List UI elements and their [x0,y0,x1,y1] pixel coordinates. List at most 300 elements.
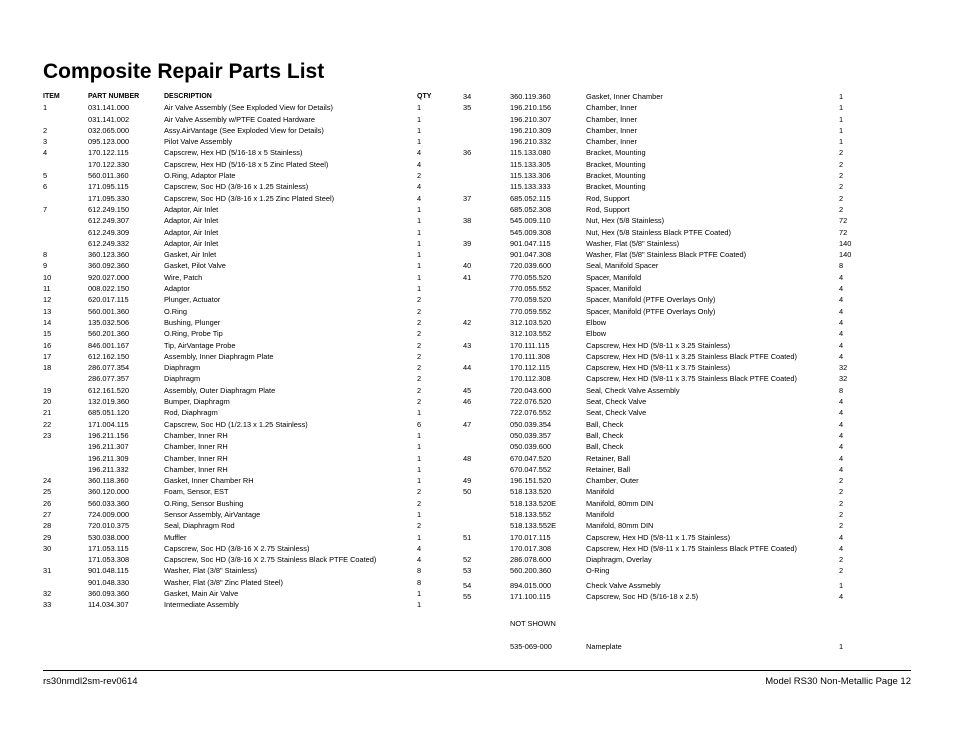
description-cell: Capscrew, Soc HD (3/8-16 x 1.25 Stainless) [164,182,309,192]
table-row [43,373,459,384]
table-row [463,385,855,396]
table-row [43,599,459,610]
table-row [463,238,855,249]
part-number-cell: 031.141.002 [88,114,130,124]
part-number-cell: 196.211.156 [88,430,129,440]
description-cell: Diaphragm [164,374,201,384]
table-row [463,125,855,136]
table-row [43,498,459,509]
table-row [43,509,459,520]
qty-cell: 140 [839,250,852,260]
part-number-cell: 560.011.360 [88,171,129,181]
description-cell: Washer, Flat (5/8" Stainless Black PTFE Coated) [586,250,747,260]
part-number-cell: 612.249.309 [88,227,130,237]
table-row [463,430,855,441]
item-cell: 25 [43,487,52,497]
table-row [43,159,459,170]
item-cell [463,464,510,475]
table-row [43,543,459,554]
qty-cell: 1 [839,125,844,135]
part-number-cell: 722.076.520 [510,397,552,407]
part-number-cell: 171.004.115 [88,419,129,429]
part-number-cell: 360.119.360 [510,92,551,101]
part-number-cell: 196.211.307 [88,442,129,452]
description-cell: Bumper, Diaphragm [164,397,230,407]
part-number-cell: 518.133.552 [510,509,552,519]
qty-cell: 1 [417,137,422,147]
item-cell: 30 [43,543,52,553]
description-cell: Capscrew, Hex HD (5/8-11 x 3.25 Stainless Black PTFE Coated) [586,351,797,361]
qty-cell: 1 [417,464,422,474]
item-cell [463,170,510,181]
item-cell: 10 [43,272,52,282]
table-row [43,362,459,373]
qty-cell: 4 [839,351,844,361]
item-cell: 20 [43,397,52,407]
qty-cell: 4 [417,182,422,192]
qty-cell: 4 [839,419,844,429]
part-number-cell: 115.133.333 [510,182,551,192]
description-cell: Adaptor, Air Inlet [164,216,219,226]
qty-cell: 4 [839,329,844,339]
part-number-cell: 670.047.552 [510,464,552,474]
part-number-cell: 196.210.332 [510,137,552,147]
table-row [43,588,459,599]
part-number-cell: 360.118.360 [88,476,129,486]
table-row [463,591,855,602]
qty-cell: 2 [839,476,844,486]
part-number-cell: 170.111.115 [510,340,550,350]
item-cell: 34 [463,92,472,101]
qty-cell: 1 [417,204,422,214]
table-row [43,475,459,486]
part-number-cell: 286.077.357 [88,374,130,384]
qty-cell: 1 [417,227,422,237]
part-number-cell: 360.120.000 [88,487,130,497]
table-row [463,260,855,271]
table-row [43,170,459,181]
item-cell: 50 [463,487,472,497]
table-row [43,193,459,204]
item-cell [43,453,88,464]
qty-cell: 1 [417,114,422,124]
part-number-cell: 770.055.552 [510,284,552,294]
qty-cell: 4 [417,193,422,203]
item-cell: 24 [43,476,52,486]
description-cell: Air Valve Assembly (See Exploded View for Details) [164,103,333,113]
table-row [463,272,855,283]
part-number-cell: 770.059.552 [510,306,552,316]
qty-cell: 4 [839,340,844,350]
part-number-cell: 612.249.150 [88,204,130,214]
qty-cell: 1 [417,589,422,599]
item-header: ITEM [43,93,60,100]
item-cell: 5 [43,171,48,181]
qty-cell: 1 [417,261,422,271]
description-cell: Capscrew, Hex HD (5/16-18 x 5 Zinc Plated Steel) [164,159,329,169]
item-cell: 37 [463,193,472,203]
description-cell: Capscrew, Hex HD (5/8-11 x 3.25 Stainless) [586,340,731,350]
qty-cell: 1 [417,600,422,610]
item-cell [463,407,510,418]
item-cell: 55 [463,592,472,602]
item-cell [43,238,88,249]
description-cell: O.Ring, Adaptor Plate [164,171,236,181]
table-row [43,204,459,215]
part-number-cell: 518.133.552E [510,521,557,531]
qty-cell: 2 [417,351,422,361]
description-cell: Gasket, Inner Chamber [586,92,663,101]
description-cell: Retainer, Ball [586,453,630,463]
description-cell: Gasket, Pilot Valve [164,261,226,271]
part-number-cell: 518.133.520 [510,487,552,497]
item-cell [463,351,510,362]
item-cell [463,520,510,531]
qty-cell: 1 [417,408,422,418]
table-row [43,565,459,576]
part-number-cell: 170.111.308 [510,351,551,361]
description-cell: Capscrew, Hex HD (5/16-18 x 5 Stainless) [164,148,303,158]
part-number-cell: 050.039.357 [510,430,552,440]
table-row [463,554,855,565]
description-header: DESCRIPTION [164,93,212,100]
item-cell [43,554,88,565]
qty-cell: 1 [417,453,422,463]
part-number-cell: 901.048.330 [88,577,130,587]
qty-cell: 8 [839,385,844,395]
description-cell: Assembly, Outer Diaphragm Plate [164,385,276,395]
table-row [463,486,855,497]
qty-cell: 4 [839,532,844,542]
item-cell: 33 [43,600,52,610]
qty-cell: 1 [839,114,844,124]
part-number-cell: 360.093.360 [88,589,130,599]
description-cell: Adaptor, Air Inlet [164,204,219,214]
description-cell: Washer, Flat (3/8" Zinc Plated Steel) [164,577,284,587]
qty-cell: 1 [417,476,422,486]
description-cell: Spacer, Manifold [586,284,642,294]
item-cell: 13 [43,306,52,316]
part-number-cell: 171.095.330 [88,193,130,203]
part-number-cell: 171.095.115 [88,182,129,192]
qty-cell: 4 [417,555,422,565]
table-row [43,238,459,249]
description-cell: Diaphragm [164,363,201,373]
table-row [463,565,855,576]
qty-cell: 4 [839,284,844,294]
right-table-body [463,91,855,602]
table-row [463,136,855,147]
description-cell: Gasket, Inner Chamber RH [164,476,254,486]
table-row [43,430,459,441]
item-cell: 43 [463,340,472,350]
table-row [463,283,855,294]
qty-cell: 72 [839,227,848,237]
description-cell: Rod, Support [586,193,630,203]
item-cell: 17 [43,351,52,361]
description-cell: O.Ring, Sensor Bushing [164,498,244,508]
part-number-cell: 685.051.120 [88,408,130,418]
table-row [463,441,855,452]
qty-cell: 140 [839,238,852,248]
item-cell [43,577,88,588]
part-number-cell: 196.210.156 [510,103,552,113]
item-cell: 45 [463,385,472,395]
qty-cell: 4 [839,592,844,602]
description-cell: Capscrew, Hex HD (5/8-11 x 1.75 Stainless) [586,532,731,542]
part-number-cell: 545.009.308 [510,227,552,237]
part-number-cell: 545.009.110 [510,216,551,226]
table-row [463,419,855,430]
qty-cell: 4 [839,397,844,407]
item-cell: 18 [43,363,52,373]
table-row [463,396,855,407]
item-cell: 2 [43,125,48,135]
table-row [43,215,459,226]
part-number-cell: 685.052.308 [510,204,552,214]
item-cell [463,441,510,452]
table-row [463,215,855,226]
description-cell: Chamber, Inner [586,114,637,124]
table-row [463,509,855,520]
description-cell: Chamber, Inner RH [164,464,228,474]
qty-cell: 4 [839,543,844,553]
table-row [43,181,459,192]
description-cell: O.Ring, Probe Tip [164,329,223,339]
table-row [43,136,459,147]
qty-cell: 1 [417,250,422,260]
table-row [463,306,855,317]
item-cell [463,306,510,317]
table-row [43,577,459,588]
qty-cell: 1 [417,509,422,519]
qty-cell: 8 [417,577,422,587]
table-row [463,498,855,509]
part-number-cell: 115.133.306 [510,171,551,181]
description-cell: Capscrew, Soc HD (5/16-18 x 2.5) [586,592,699,602]
description-cell: Bracket, Mounting [586,148,646,158]
part-number-cell: 560.001.360 [88,306,130,316]
qty-cell: 2 [839,148,844,158]
qty-cell: 4 [839,464,844,474]
table-row [463,475,855,486]
description-cell: Chamber, Inner RH [164,453,228,463]
qty-cell: 2 [417,317,422,327]
item-cell: 6 [43,182,48,192]
table-row [463,351,855,362]
item-cell: 19 [43,385,52,395]
item-cell [43,159,88,170]
description-cell: Capscrew, Hex HD (5/8-11 x 3.75 Stainless Black PTFE Coated) [586,374,797,384]
qty-cell: 8 [417,566,422,576]
item-cell [463,430,510,441]
description-cell: Manifold, 80mm DIN [586,498,654,508]
part-number-cell: 312.103.520 [510,317,552,327]
description-cell: Air Valve Assembly w/PTFE Coated Hardware [164,114,316,124]
not-shown-label: NOT SHOWN [510,619,556,628]
qty-cell: 2 [417,306,422,316]
table-row [43,260,459,271]
table-row [43,520,459,531]
item-cell [43,227,88,238]
description-cell: Manifold [586,487,614,497]
item-cell: 48 [463,453,472,463]
item-cell [43,441,88,452]
qty-cell: 1 [417,238,422,248]
description-cell: Capscrew, Soc HD (1/2.13 x 1.25 Stainless) [164,419,308,429]
description-cell: Ball, Check [586,442,624,452]
item-cell [463,204,510,215]
part-number-cell: 031.141.000 [88,103,130,113]
part-number-cell: 115.133.080 [510,148,551,158]
qty-cell: 1 [417,103,422,113]
part-number-cell: 196.210.309 [510,125,552,135]
qty-cell: 2 [839,555,844,565]
table-row [463,294,855,305]
table-header-row [43,91,459,102]
part-number-cell: 722.076.552 [510,408,552,418]
table-row [463,340,855,351]
item-cell [463,294,510,305]
qty-cell: 2 [417,171,422,181]
item-cell: 40 [463,261,472,271]
part-number-cell: 170.112.308 [510,374,551,384]
description-cell: Plunger, Actuator [164,295,221,305]
table-row [43,441,459,452]
part-number-cell: 170.017.308 [510,543,552,553]
qty-cell: 1 [417,284,422,294]
part-number-cell: 670.047.520 [510,453,552,463]
qty-cell: 2 [839,521,844,531]
qty-cell: 2 [417,374,422,384]
qty-cell: 6 [417,419,422,429]
description-cell: Rod, Support [586,204,630,214]
part-number-cell: 620.017.115 [88,295,129,305]
qty-cell: 4 [839,442,844,452]
part-number-cell: 050.039.354 [510,419,552,429]
table-row [463,249,855,260]
part-number-cell: 114.034.307 [88,600,129,610]
table-row [463,328,855,339]
item-cell: 14 [43,317,52,327]
table-row [463,170,855,181]
description-cell: Spacer, Manifold (PTFE Overlays Only) [586,306,716,316]
item-cell [463,159,510,170]
part-number-cell: 170.122.330 [88,159,130,169]
table-row [463,181,855,192]
item-cell [463,328,510,339]
table-row [43,227,459,238]
qty-cell: 2 [839,159,844,169]
description-cell: Ball, Check [586,430,624,440]
part-number-cell: 612.249.307 [88,216,130,226]
qty-cell: 4 [839,306,844,316]
qty-cell: 2 [417,363,422,373]
parts-table-left [43,91,459,611]
item-cell: 8 [43,250,48,260]
qty-cell: 1 [417,532,422,542]
description-cell: Seat, Check Valve [586,397,647,407]
qty-cell: 2 [417,295,422,305]
table-row [463,227,855,238]
qty-cell: 2 [417,498,422,508]
description-cell: Check Valve Assmebly [586,580,661,590]
qty-cell: 4 [417,148,422,158]
qty-cell: 2 [417,397,422,407]
part-number-cell: 530.038.000 [88,532,130,542]
part-number-cell: 901.047.115 [510,238,551,248]
item-cell: 42 [463,317,472,327]
footer-page-info: Model RS30 Non-Metallic Page 12 [765,676,911,687]
description-cell: Adaptor, Air Inlet [164,227,219,237]
table-row [43,532,459,543]
item-cell: 12 [43,295,52,305]
item-cell [43,114,88,125]
description-cell: Wire, Patch [164,272,203,282]
table-row [43,464,459,475]
part-number-cell: 560.033.360 [88,498,130,508]
part-number-cell: 560.201.360 [88,329,130,339]
table-row [43,554,459,565]
part-number-cell: 724.009.000 [88,509,130,519]
part-number-cell: 518.133.520E [510,498,557,508]
part-number-cell: 720.010.375 [88,521,130,531]
item-cell [463,373,510,384]
description-cell: O-Ring [586,566,610,576]
item-cell: 31 [43,566,52,576]
table-row [463,407,855,418]
description-cell: Assembly, Inner Diaphragm Plate [164,351,274,361]
description-cell: Washer, Flat (5/8" Stainless) [586,238,680,248]
not-shown-qty: 1 [839,642,844,651]
item-cell: 15 [43,329,52,339]
item-cell: 44 [463,363,472,373]
description-cell: Elbow [586,317,607,327]
table-row [43,114,459,125]
table-row [463,317,855,328]
qty-cell: 32 [839,363,848,373]
part-number-cell: 612.249.332 [88,238,130,248]
item-cell: 53 [463,566,472,576]
description-cell: Washer, Flat (3/8" Stainless) [164,566,258,576]
item-cell: 52 [463,555,472,565]
table-row [463,532,855,543]
left-table-body [43,102,459,610]
description-cell: Chamber, Inner [586,137,637,147]
table-row [43,351,459,362]
table-row [43,340,459,351]
item-cell: 27 [43,509,52,519]
description-cell: Gasket, Main Air Valve [164,589,239,599]
part-number-cell: 901.048.115 [88,566,129,576]
part-number-cell: 770.055.520 [510,272,552,282]
description-cell: Manifold [586,509,614,519]
part-number-cell: 171.100.115 [510,592,551,602]
part-number-cell: 770.059.520 [510,295,552,305]
qty-cell: 4 [839,430,844,440]
qty-cell: 4 [839,272,844,282]
item-cell: 41 [463,272,472,282]
qty-cell: 4 [839,453,844,463]
qty-cell: 4 [839,295,844,305]
part-number-cell: 286.077.354 [88,363,130,373]
not-shown-part-number: 535-069-000 [510,642,552,651]
parts-table-right [463,91,855,602]
description-cell: Ball, Check [586,419,624,429]
table-row [43,147,459,158]
qty-cell: 2 [417,487,422,497]
part-number-cell: 171.053.115 [88,543,129,553]
